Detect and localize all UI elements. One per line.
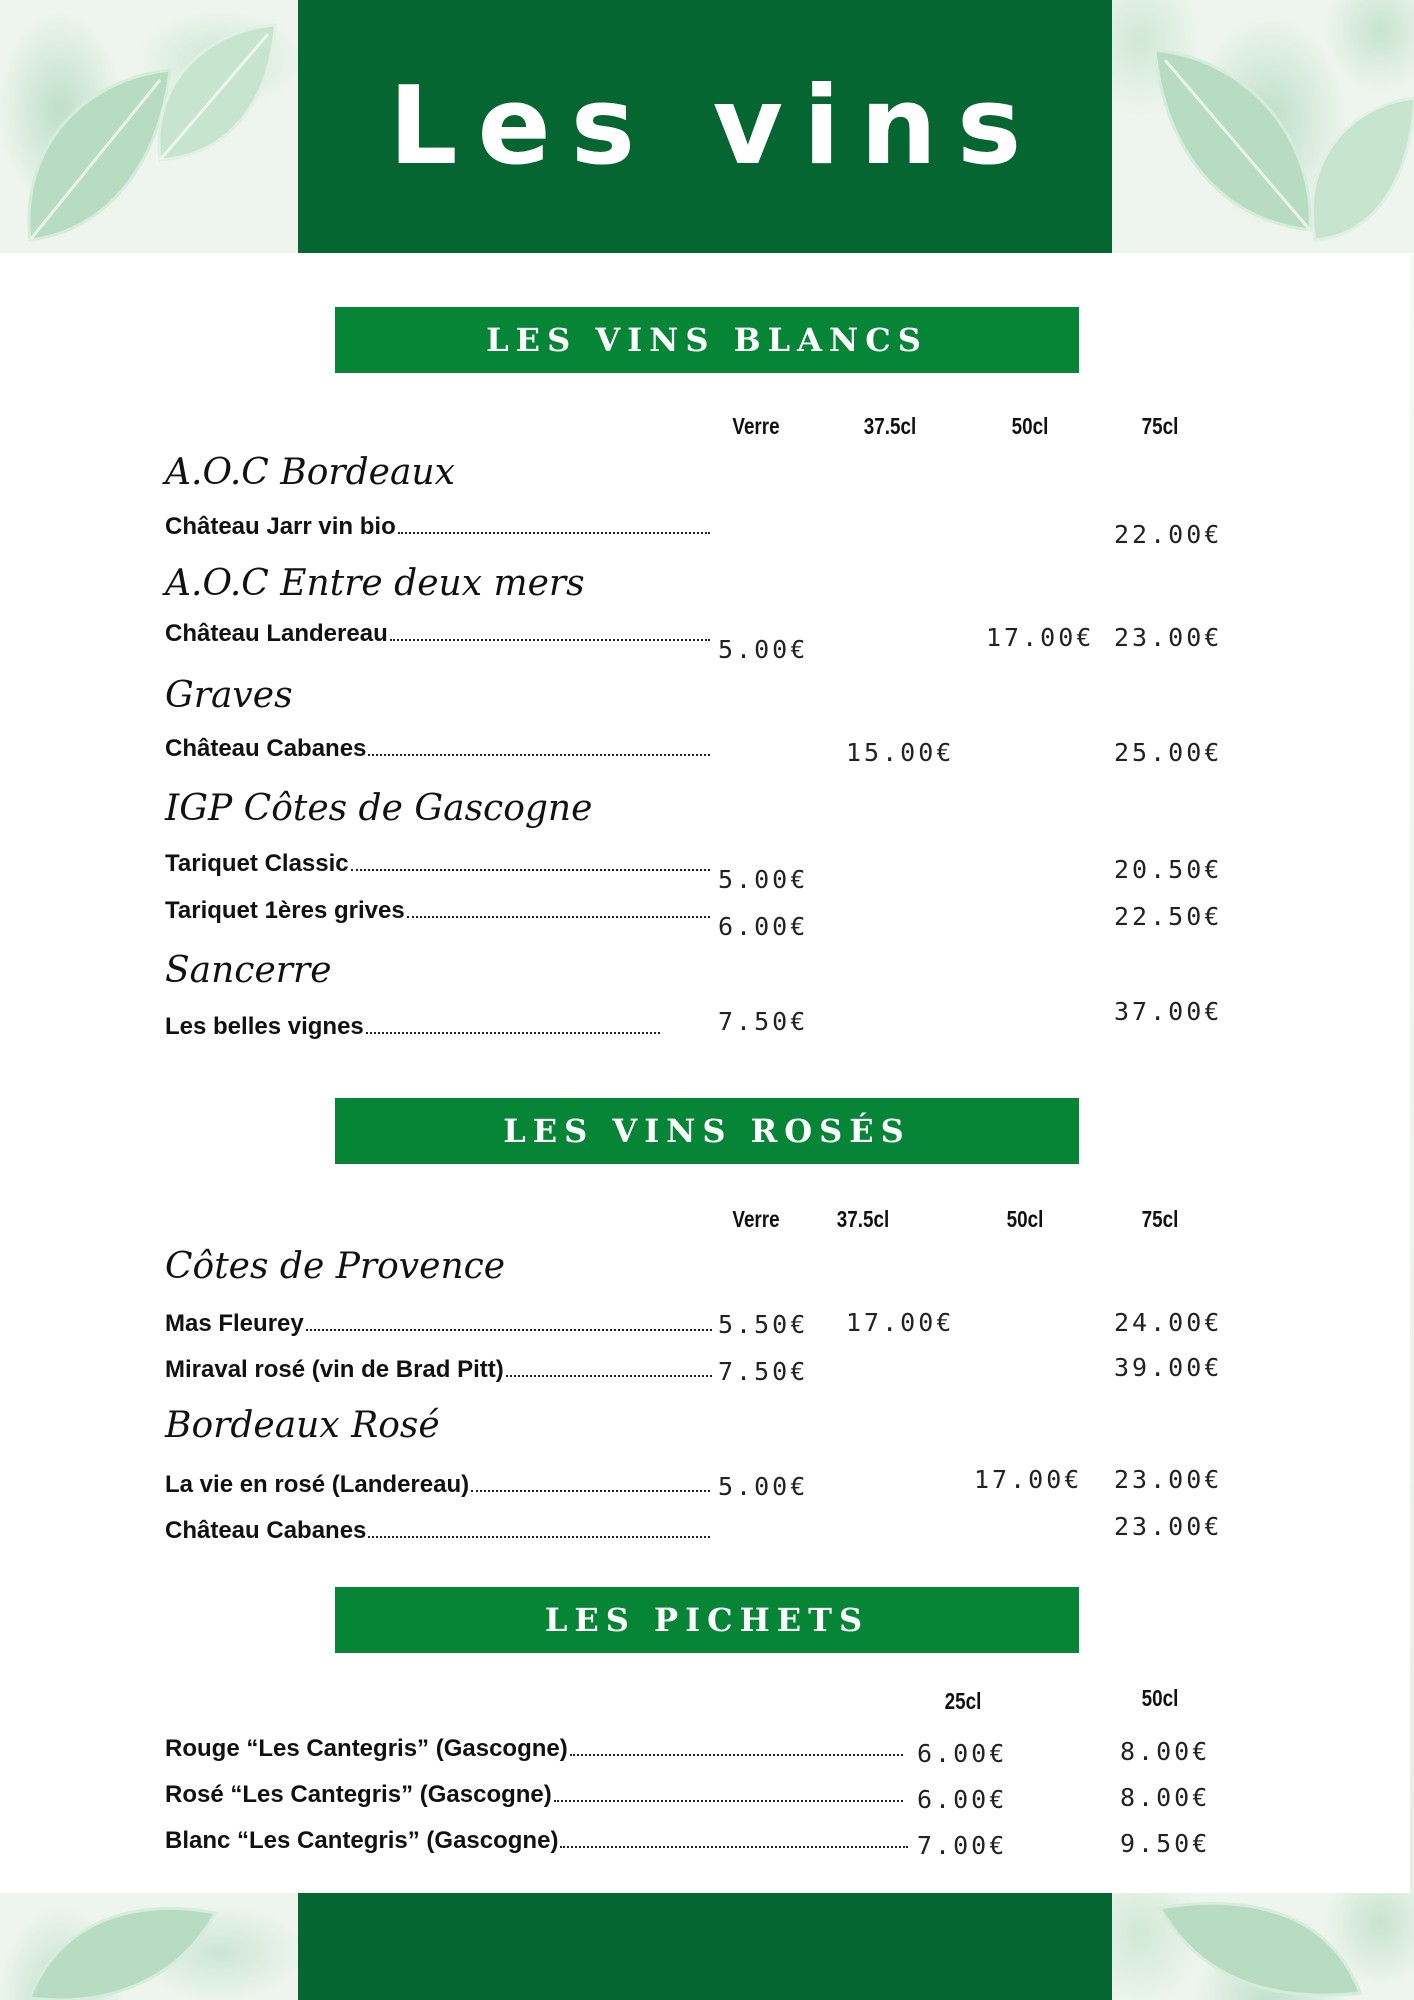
dot-leader <box>306 1329 712 1331</box>
menu-item <box>165 1827 908 1855</box>
column-header: Verre <box>732 1206 780 1232</box>
price: 7.00€ <box>917 1831 1008 1860</box>
section-heading-roses: LES VINS ROSÉS <box>335 1098 1079 1164</box>
item-name: Château Landereau <box>165 620 388 647</box>
category-title: A.O.C Entre deux mers <box>165 563 585 604</box>
price: 17.00€ <box>986 623 1095 652</box>
category-title: Côtes de Provence <box>165 1246 506 1287</box>
category-title: IGP Côtes de Gascogne <box>165 788 593 829</box>
title-panel <box>298 0 1112 253</box>
price: 20.50€ <box>1114 855 1223 884</box>
column-header: 75cl <box>1141 1206 1179 1232</box>
price: 17.00€ <box>846 1308 955 1337</box>
item-name: Mas Fleurey <box>165 1310 304 1337</box>
category-title: Sancerre <box>165 950 332 991</box>
menu-item <box>165 735 710 763</box>
price: 7.50€ <box>718 1357 809 1386</box>
dot-leader <box>368 1536 710 1538</box>
dot-leader <box>506 1375 712 1377</box>
section-heading-pichets: LES PICHETS <box>335 1587 1079 1653</box>
column-header: 37.5cl <box>863 413 917 439</box>
price: 5.00€ <box>718 1472 809 1501</box>
price: 23.00€ <box>1114 1465 1223 1494</box>
dot-leader <box>560 1846 908 1848</box>
item-name: Blanc “Les Cantegris” (Gascogne) <box>165 1827 559 1854</box>
price: 24.00€ <box>1114 1308 1223 1337</box>
dot-leader <box>366 1032 660 1034</box>
price: 39.00€ <box>1114 1353 1223 1382</box>
column-header: 50cl <box>1141 1685 1179 1711</box>
price: 8.00€ <box>1120 1783 1211 1812</box>
price: 8.00€ <box>1120 1737 1211 1766</box>
item-name: Rosé “Les Cantegris” (Gascogne) <box>165 1781 552 1808</box>
dot-leader <box>398 532 710 534</box>
column-header: 25cl <box>944 1688 982 1714</box>
price: 37.00€ <box>1114 997 1223 1026</box>
item-name: Tariquet 1ères grives <box>165 897 405 924</box>
menu-item <box>165 620 710 648</box>
item-name: Château Cabanes <box>165 735 367 762</box>
dot-leader <box>471 1490 710 1492</box>
price: 7.50€ <box>718 1007 809 1036</box>
leaf-icon <box>1300 90 1414 250</box>
leaf-icon <box>150 20 280 170</box>
price: 15.00€ <box>846 738 955 767</box>
price: 9.50€ <box>1120 1829 1211 1858</box>
item-name: Les belles vignes <box>165 1013 364 1040</box>
price: 6.00€ <box>718 912 809 941</box>
menu-item <box>165 1356 712 1384</box>
dot-leader <box>407 916 710 918</box>
menu-item <box>165 1013 660 1041</box>
price: 6.00€ <box>917 1739 1008 1768</box>
category-title: A.O.C Bordeaux <box>165 452 455 493</box>
section-heading-blancs: LES VINS BLANCS <box>335 307 1079 373</box>
column-header: Verre <box>732 413 780 439</box>
item-name: La vie en rosé (Landereau) <box>165 1471 470 1498</box>
leaf-icon <box>1140 40 1320 240</box>
footer-panel <box>298 1893 1112 2000</box>
menu-item <box>165 1517 710 1545</box>
dot-leader <box>368 754 710 756</box>
dot-leader <box>570 1754 903 1756</box>
category-title: Bordeaux Rosé <box>165 1405 440 1446</box>
column-header: 37.5cl <box>836 1206 890 1232</box>
column-header: 75cl <box>1141 413 1179 439</box>
menu-item <box>165 1310 712 1338</box>
price: 22.50€ <box>1114 902 1223 931</box>
menu-item <box>165 513 710 541</box>
item-name: Tariquet Classic <box>165 850 349 877</box>
price: 23.00€ <box>1114 623 1223 652</box>
dot-leader <box>351 869 710 871</box>
item-name: Miraval rosé (vin de Brad Pitt) <box>165 1356 504 1383</box>
price: 5.00€ <box>718 635 809 664</box>
price: 5.00€ <box>718 865 809 894</box>
item-name: Château Jarr vin bio <box>165 513 396 540</box>
column-header: 50cl <box>1006 1206 1044 1232</box>
page-edge <box>1410 253 1414 1893</box>
menu-item <box>165 1735 903 1763</box>
leaf-icon <box>1150 1893 1370 2000</box>
dot-leader <box>390 639 710 641</box>
menu-item <box>165 1471 710 1499</box>
price: 23.00€ <box>1114 1512 1223 1541</box>
menu-item <box>165 1781 903 1809</box>
page-title: Les vins <box>388 64 1042 189</box>
leaf-icon <box>20 1898 220 2000</box>
column-header: 50cl <box>1011 413 1049 439</box>
item-name: Rouge “Les Cantegris” (Gascogne) <box>165 1735 568 1762</box>
price: 5.50€ <box>718 1310 809 1339</box>
menu-item <box>165 897 710 925</box>
item-name: Château Cabanes <box>165 1517 367 1544</box>
dot-leader <box>554 1800 903 1802</box>
price: 17.00€ <box>974 1465 1083 1494</box>
menu-item <box>165 850 710 878</box>
price: 22.00€ <box>1114 520 1223 549</box>
category-title: Graves <box>165 675 293 716</box>
price: 25.00€ <box>1114 738 1223 767</box>
price: 6.00€ <box>917 1785 1008 1814</box>
